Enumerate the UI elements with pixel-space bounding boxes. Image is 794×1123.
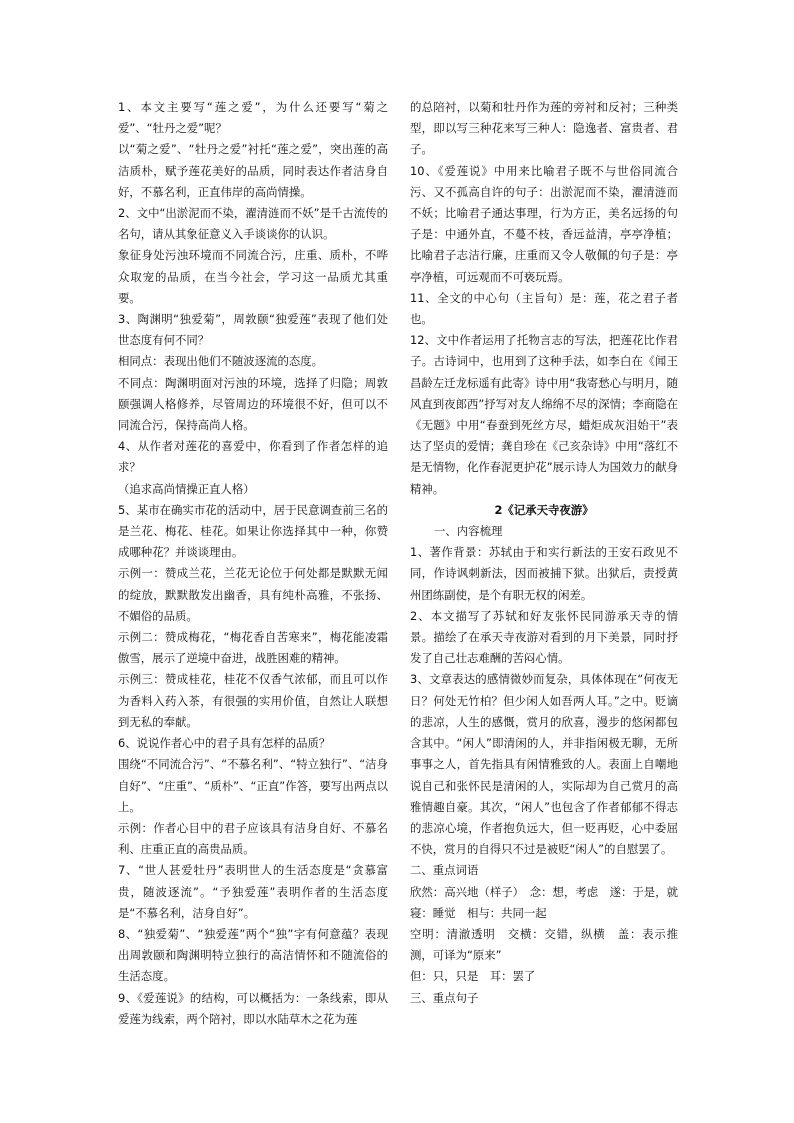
section-subheading: 一、内容梳理 — [434, 524, 503, 539]
paragraph: 1、著作背景：苏轼由于和实行新法的王安石政见不同，作诗讽刺新法，因而被捕下狱。出狱后，责授黄州团练副使，是个有职无权的闲差。 — [410, 545, 678, 602]
paragraph: 围绕“不同流合污”、“不慕名利”、“特立独行”、“洁身自好”、“庄重”、“质朴”、“正直”作答，要写出两点以上。 — [118, 757, 388, 814]
paragraph: 3、文章表达的感情微妙而复杂，具体体现在“何夜无日？何处无竹柏？但少闲人如吾两人耳。”之中。贬谪的悲凉，人生的感慨，赏月的欣喜，漫步的悠闲都包含其中。“闲人”即清闲的人，并非指闲极无聊，无所事事之人，首先指具有闲情雅致的人。表面上自嘲地说自己和张怀民是清闲的人，实际却为自己赏月的高雅情趣自豪。其次，“闲人”也包含了作者郁郁不得志的悲凉心境，作者抱负远大，但一贬再贬，心中委屈不快，赏月的自得只不过是被贬“闲人”的自慰罢了。 — [410, 672, 678, 857]
paragraph: 相同点：表现出他们不随波逐流的态度。 — [118, 354, 324, 369]
paragraph: 但：只，只是 耳：罢了 — [410, 969, 536, 984]
paragraph: 8、“独爱菊”、“独爱莲”两个“独”字有何意蕴？表现出周敦颐和陶渊明特立独行的高洁情怀和不随流俗的生活态度。 — [118, 926, 388, 984]
paragraph: 6、说说作者心中的君子具有怎样的品质？ — [118, 736, 331, 751]
paragraph: 2、文中“出淤泥而不染，濯清涟而不妖”是千古流传的名句，请从其象征意义入手谈谈你的认识。 — [118, 206, 388, 242]
left-column — [118, 97, 388, 1030]
section-title: 2《记承天寺夜游》 — [494, 502, 594, 517]
paragraph: 2、本文描写了苏轼和好友张怀民同游承天寺的情景。描绘了在承天寺夜游对看到的月下美景，同时抒发了自己壮志难酬的苦闷心情。 — [410, 608, 678, 666]
paragraph: 象征身处污浊环境而不同流合污，庄重、质朴，不哗众取宠的品质，在当今社会，学习这一品质尤其重要。 — [118, 248, 388, 305]
paragraph: 不同点：陶渊明面对污浊的环境，选择了归隐；周敦颐强调人格修养，尽管周边的环境很不好，但可以不同流合污，保持高尚人格。 — [118, 375, 388, 433]
paragraph: 10、《爱莲说》中用来比喻君子既不与世俗同流合污、又不孤高自许的句子：出淤泥而不染，濯清涟而不妖；比喻君子通达事理，行为方正，美名远扬的句子是：中通外直，不蔓不枝，香远益清，亭亭净植；比喻君子志洁行廉，庄重而又令人敬佩的句子是：亭亭净植，可远观而不可亵玩焉。 — [410, 163, 678, 284]
paragraph: 示例一：赞成兰花，兰花无论位于何处都是默默无闻的绽放，默默散发出幽香，具有纯朴高雅，不张扬、不媚俗的品质。 — [118, 566, 388, 623]
paragraph: 12、文中作者运用了托物言志的写法，把莲花比作君子。古诗词中，也用到了这种手法，如李白在《闻王昌龄左迁龙标遥有此寄》诗中用“我寄愁心与明月，随风直到夜郎西”抒写对友人绵绵不尽的深情；李商隐在《无题》中用“春蚕到死丝方尽，蜡炬成灰泪始干”表达了坚贞的爱情；龚自珍在《己亥杂诗》中用“落红不是无情物，化作春泥更护花”展示诗人为国效力的献身精神。 — [410, 333, 678, 496]
paragraph: 3、陶渊明“独爱菊”，周敦颐“独爱莲”表现了他们处世态度有何不同？ — [118, 312, 388, 348]
paragraph: 空明：清澈透明 交横：交错，纵横 盖：表示推测，可译为“原来” — [410, 926, 678, 963]
paragraph: 7、“世人甚爱牡丹”表明世人的生活态度是“贪慕富贵，随波逐流”。“予独爱莲”表明作者的生活态度是“不慕名利，洁身自好”。 — [118, 863, 388, 920]
paragraph: 示例二：赞成梅花，“梅花香自苦寒来”，梅花能凌霜傲雪，展示了逆境中奋进，战胜困难的精神。 — [118, 630, 388, 666]
paragraph: 三、重点句子 — [410, 990, 479, 1005]
paragraph: 的总陪衬，以菊和牡丹作为莲的旁衬和反衬；三种类型，即以写三种花来写三种人：隐逸者、富贵者、君子。 — [410, 100, 678, 157]
right-column — [410, 97, 690, 1009]
paragraph: 4、从作者对莲花的喜爱中，你看到了作者怎样的追求？ — [118, 439, 388, 475]
paragraph: 11、全文的中心句（主旨句）是：莲，花之君子者也。 — [410, 290, 678, 327]
paragraph: 二、重点词语 — [410, 863, 479, 878]
paragraph: 9、《爱莲说》的结构，可以概括为：一条线索，即从爱莲为线索，两个陪衬，即以水陆草木之花为莲 — [118, 990, 388, 1026]
paragraph: 示例三：赞成桂花，桂花不仅香气浓郁，而且可以作为香料入药入茶，有很强的实用价值，自然让人联想到无私的奉献。 — [118, 672, 388, 729]
paragraph: （追求高尚情操正直人格） — [118, 481, 255, 496]
paragraph: 示例：作者心目中的君子应该具有洁身自好、不慕名利、庄重正直的高贵品质。 — [118, 820, 388, 857]
paragraph: 1、本文主要写“莲之爱”，为什么还要写“菊之爱”、“牡丹之爱”呢？ — [118, 100, 388, 136]
paragraph: 欣然：高兴地（样子） 念：想，考虑 遂：于是，就 寝：睡觉 相与：共同一起 — [410, 884, 690, 920]
paragraph: 5、某市在确实市花的活动中，居于民意调查前三名的是兰花、梅花、桂花。如果让你选择其中一种，你赞成哪种花？并谈谈理由。 — [118, 502, 388, 560]
paragraph: 以“菊之爱”、“牡丹之爱”衬托“莲之爱”，突出莲的高洁质朴，赋予莲花美好的品质，同时表达作者洁身自好，不慕名利，正直伟岸的高尚情操。 — [118, 142, 388, 199]
